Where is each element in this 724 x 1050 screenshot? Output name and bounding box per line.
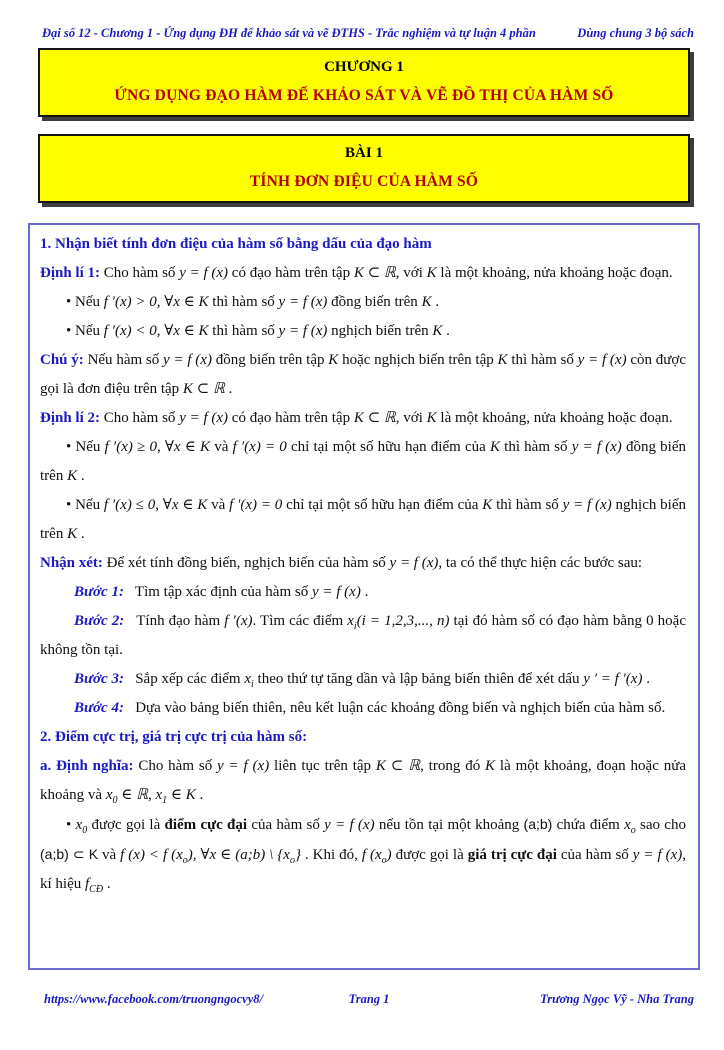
text-run: y = f (x)	[278, 294, 328, 310]
paragraph	[40, 346, 686, 404]
text-run: nghịch biến trên	[327, 323, 433, 339]
paragraph	[40, 404, 686, 433]
text-run: x	[75, 817, 83, 833]
content-box	[28, 223, 700, 970]
text-run: K ⊂ ℝ	[182, 381, 225, 397]
text-run: y = f (x)	[632, 847, 683, 863]
text-run: thì hàm số	[507, 352, 578, 368]
text-run: .	[642, 671, 650, 687]
paragraph	[40, 491, 686, 549]
running-head	[42, 26, 694, 41]
text-run: nghịch biến trên	[40, 497, 687, 542]
text-run: K	[67, 468, 78, 484]
text-run: hoặc nghịch biến trên tập	[338, 352, 498, 368]
paragraph	[40, 665, 686, 694]
running-head-right: Dùng chung 3 bộ sách	[577, 26, 694, 40]
text-run: Định lí 2:	[40, 410, 104, 426]
text-run: .	[442, 323, 450, 339]
text-run: i	[251, 679, 254, 690]
paragraph	[40, 810, 686, 899]
paragraph	[40, 433, 686, 491]
text-run: .	[360, 584, 369, 600]
text-run: f (x) < f (x	[120, 847, 183, 863]
text-run: điểm cực đại	[164, 817, 248, 833]
text-run: Cho hàm số	[103, 410, 180, 426]
text-run: Cho hàm số	[138, 758, 218, 774]
text-run: K	[328, 352, 339, 368]
text-run: K	[489, 439, 500, 455]
text-run: , trong đó	[420, 758, 486, 774]
footer-facebook-link[interactable]: https://www.facebook.com/truongngocvy8/	[44, 992, 263, 1006]
text-run: 1	[162, 795, 168, 806]
text-run: , ta có thể thực hiện các bước sau:	[438, 555, 643, 571]
text-run: x	[105, 787, 113, 803]
text-run: thì hàm số	[499, 439, 572, 455]
text-run: y = f (x)	[278, 323, 328, 339]
footer-page-number: Trang 1	[348, 992, 390, 1006]
text-run: Bước 3:	[74, 671, 124, 687]
text-run: x	[624, 817, 631, 833]
text-run: K	[485, 758, 496, 774]
banner-gap	[0, 117, 724, 134]
text-run: K	[426, 410, 437, 426]
text-run: Định lí 1:	[40, 265, 104, 281]
text-run: liên tục trên tập	[269, 758, 376, 774]
text-run: (a;b)	[523, 816, 553, 832]
text-run: 1. Nhận biết tính đơn điệu của hàm số bằng dấu của đạo hàm	[40, 236, 432, 252]
text-run: K	[426, 265, 437, 281]
text-run: f ′(x) = 0	[229, 497, 283, 513]
text-run: còn được gọi là đơn điệu trên tập	[40, 352, 686, 397]
text-run: được gọi là	[87, 817, 165, 833]
lesson-banner-title: TÍNH ĐƠN ĐIỆU CỦA HÀM SỐ	[249, 173, 479, 190]
text-run: y = f (x)	[562, 497, 612, 513]
paragraph	[40, 607, 686, 665]
text-run: x	[244, 671, 251, 687]
text-run: thì hàm số	[492, 497, 563, 513]
text-run: đồng biến trên	[40, 439, 686, 484]
text-run: và	[98, 847, 121, 863]
text-run: đồng biến trên tập	[211, 352, 329, 368]
text-run: y = f (x)	[571, 439, 622, 455]
text-run: }	[294, 847, 301, 863]
text-run: Tìm tập xác định của hàm số	[123, 584, 312, 600]
text-run: K	[421, 294, 432, 310]
text-run: • Nếu	[66, 439, 105, 455]
text-run: Tính đạo hàm	[124, 613, 225, 629]
text-run: . Tìm các điểm	[252, 613, 348, 629]
text-run: là một khoảng, đoạn hoặc nửa khoảng và	[40, 758, 686, 803]
text-run: và	[207, 497, 230, 513]
text-run: được gọi là	[391, 847, 468, 863]
section-heading	[40, 723, 686, 752]
text-run: của hàm số	[247, 817, 325, 833]
running-head-left: Đại số 12 - Chương 1 - Ứng dụng ĐH để khảo sát và vẽ ĐTHS - Trắc nghiệm và tự luận 4 phần	[42, 26, 536, 40]
text-run: f (x	[361, 847, 382, 863]
text-run: i	[353, 621, 357, 632]
text-run: o	[630, 825, 636, 836]
text-run: nếu tồn tại một khoảng	[374, 817, 524, 833]
section-heading	[40, 230, 686, 259]
text-run: có đạo hàm trên tập	[228, 265, 354, 281]
text-run: CĐ	[89, 884, 104, 895]
text-run: chứa điểm	[552, 817, 625, 833]
text-run: f ′(x) ≥ 0, ∀x ∈ K	[104, 439, 211, 455]
text-run: .	[77, 468, 85, 484]
text-run: là một khoảng, nửa khoảng hoặc đoạn.	[436, 410, 673, 426]
text-run: thì hàm số	[208, 323, 279, 339]
paragraph	[40, 317, 686, 346]
text-run: y = f (x)	[179, 410, 229, 426]
lesson-banner	[38, 134, 690, 203]
lesson-banner-number: BÀI 1	[345, 145, 383, 161]
text-run: sao cho	[635, 817, 686, 833]
text-run: • Nếu	[66, 497, 104, 513]
text-run: , kí hiệu	[40, 847, 687, 892]
text-run: o	[289, 855, 295, 866]
text-run: K	[497, 352, 508, 368]
chapter-banner-title: ỨNG DỤNG ĐẠO HÀM ĐỂ KHẢO SÁT VÀ VẼ ĐỒ THỊ CỦA HÀM SỐ	[114, 87, 614, 104]
text-run: ∈ K	[167, 787, 196, 803]
text-run: • Nếu	[66, 323, 104, 339]
text-run: . Khi đó,	[300, 847, 362, 863]
text-run: .	[224, 381, 233, 397]
text-run: .	[77, 526, 85, 542]
text-run: đồng biến trên	[327, 294, 422, 310]
paragraph	[40, 259, 686, 288]
text-run: chỉ tại một số hữu hạn điểm của	[286, 439, 490, 455]
text-run: 0	[82, 825, 88, 836]
text-run: Bước 4:	[74, 700, 124, 716]
text-run: .	[431, 294, 440, 310]
text-run: 2. Điểm cực trị, giá trị cực trị của hàm số:	[40, 729, 308, 745]
text-run: y = f (x)	[577, 352, 627, 368]
text-run: a. Định nghĩa:	[40, 758, 139, 774]
text-run: •	[66, 817, 76, 833]
text-run: x	[347, 613, 354, 629]
text-run: f ′(x) > 0, ∀x ∈ K	[103, 294, 209, 310]
paragraph	[40, 549, 686, 578]
text-run: Nếu hàm số	[87, 352, 164, 368]
text-run: , với	[395, 410, 427, 426]
text-run: Dựa vào bảng biến thiên, nêu kết luận các khoảng đồng biến và nghịch biến của hàm số.	[123, 700, 666, 716]
page	[0, 26, 724, 1006]
text-run: y = f (x)	[179, 265, 229, 281]
text-run: thì hàm số	[208, 294, 279, 310]
text-run: K ⊂ ℝ	[375, 758, 421, 774]
paragraph	[40, 752, 686, 810]
text-run: .	[103, 876, 111, 892]
text-run: o	[381, 855, 387, 866]
text-run: Chú ý:	[40, 352, 88, 368]
text-run: Để xét tính đồng biến, nghịch biến của hàm số	[106, 555, 390, 571]
text-run: Nhận xét:	[40, 555, 107, 571]
text-run: f ′(x) < 0, ∀x ∈ K	[103, 323, 209, 339]
text-run: f ′(x)	[224, 613, 253, 629]
chapter-banner	[38, 48, 690, 117]
text-run: Sắp xếp các điểm	[123, 671, 245, 687]
text-run: y ′ = f ′(x)	[583, 671, 643, 687]
page-footer	[44, 992, 694, 1007]
text-run: chỉ tại một số hữu hạn điểm của	[282, 497, 483, 513]
text-run: có đạo hàm trên tập	[228, 410, 354, 426]
text-run: y = f (x)	[163, 352, 212, 368]
text-run: y = f (x)	[389, 555, 439, 571]
text-run: và	[210, 439, 233, 455]
text-run: của hàm số	[556, 847, 633, 863]
text-run: y = f (x)	[311, 584, 361, 600]
text-run: (i = 1,2,3,..., n)	[356, 613, 450, 629]
text-run: • Nếu	[66, 294, 104, 310]
text-run: f ′(x) ≤ 0, ∀x ∈ K	[103, 497, 208, 513]
footer-author: Trương Ngọc Vỹ - Nha Trang	[540, 992, 694, 1006]
text-run: tại đó hàm số có đạo hàm bằng 0 hoặc không tồn tại.	[40, 613, 686, 658]
text-run: Bước 1:	[74, 584, 124, 600]
text-run: f ′(x) = 0	[232, 439, 287, 455]
text-run: K	[482, 497, 493, 513]
text-run: , với	[395, 265, 427, 281]
text-run: Bước 2:	[74, 613, 125, 629]
text-run: o	[182, 855, 188, 866]
text-run: (a;b) ⊂ K	[40, 846, 99, 862]
text-run: f	[85, 876, 90, 892]
text-run: y = f (x)	[324, 817, 375, 833]
text-run: y = f (x)	[217, 758, 270, 774]
paragraph	[40, 578, 686, 607]
text-run: 0	[112, 795, 118, 806]
chapter-banner-number: CHƯƠNG 1	[324, 59, 404, 75]
paragraph	[40, 694, 686, 723]
text-run: .	[195, 787, 204, 803]
text-run: K ⊂ ℝ	[353, 265, 396, 281]
text-run: theo thứ tự tăng dần và lập bảng biến thiên để xét dấu	[253, 671, 584, 687]
paragraph	[40, 288, 686, 317]
text-run: K	[67, 526, 78, 542]
text-run: ∈ ℝ, x	[117, 787, 163, 803]
text-run: Cho hàm số	[103, 265, 180, 281]
text-run: K ⊂ ℝ	[353, 410, 396, 426]
text-run: giá trị cực đại	[467, 847, 557, 863]
text-run: K	[432, 323, 443, 339]
text-run: )	[386, 847, 392, 863]
text-run: ), ∀x ∈ (a;b) \ {x	[187, 847, 290, 863]
text-run: là một khoảng, nửa khoảng hoặc đoạn.	[436, 265, 673, 281]
